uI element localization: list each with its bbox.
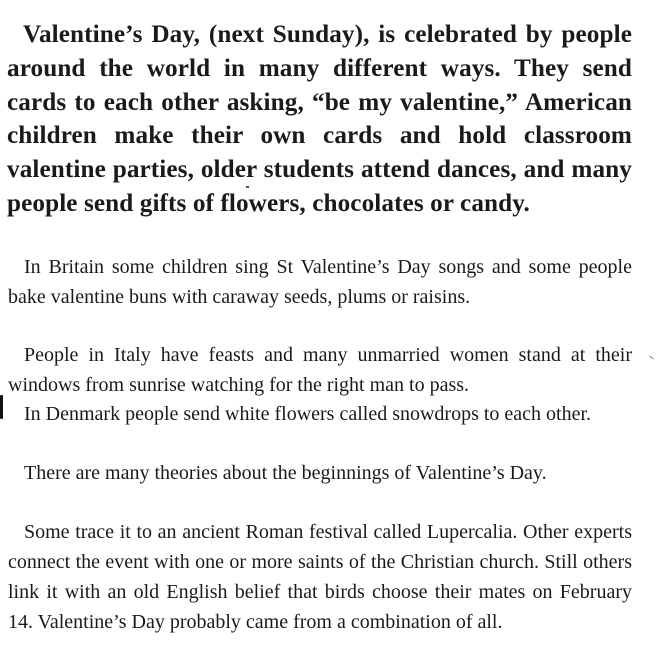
scan-mark-left [0,395,3,419]
paragraph-italy: People in Italy have feasts and many unmarried women stand at their windows from sunrise watching for the right man to pass. [8,344,632,396]
scan-mark-right [649,356,654,360]
paragraph-britain: In Britain some children sing St Valentine’s Day songs and some people bake valentine buns with caraway seeds, plums or raisins. [8,256,632,308]
scan-speck [246,186,249,188]
paragraph-origins: Some trace it to an ancient Roman festival called Lupercalia. Other experts connect the event with one or more saints of the Christian church. Still others link it with an old English belief that birds choose their mates on February 14. Valentine’s Day probably came from a combination of all. [8,521,632,633]
lead-paragraph: Valentine’s Day, (next Sunday), is celebrated by people around the world in many different ways. They send cards to each other asking, “be my valentine,” American children make their own cards and hold classroom valentine parties, older students attend dances, and many people send gifts of flowers, chocolates or candy. [7,21,632,217]
paragraph-theories: There are many theories about the beginnings of Valentine’s Day. [24,462,547,484]
paragraph-denmark: In Denmark people send white flowers called snowdrops to each other. [24,403,592,425]
